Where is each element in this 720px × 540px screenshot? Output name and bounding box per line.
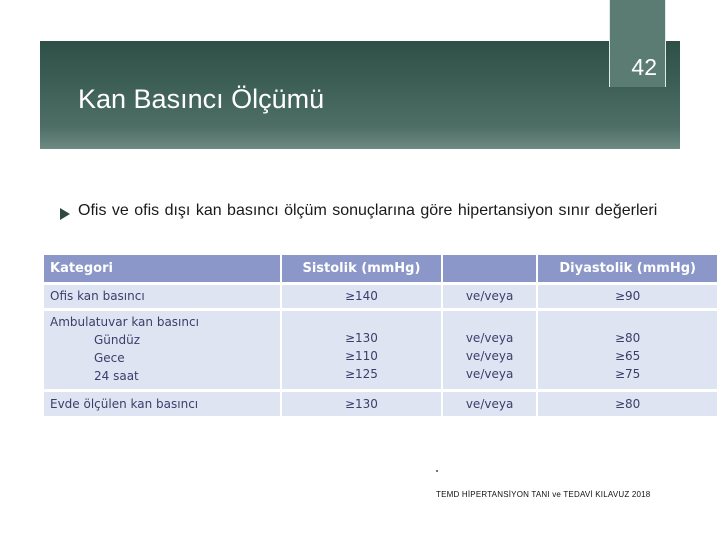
row-systolic: ≥130 (281, 391, 442, 417)
row-diastolic: ≥80 (537, 391, 717, 417)
subrow-systolic: ≥125 (344, 367, 378, 381)
subrow-label: Gece (94, 351, 125, 365)
page-number: 42 (631, 54, 657, 80)
header-category: Kategori (44, 255, 281, 284)
subrow-diastolic: ≥65 (614, 349, 641, 363)
subrow-systolic: ≥110 (344, 349, 378, 363)
subrow-systolic: ≥130 (344, 331, 378, 345)
subrow-connector: ve/veya (465, 367, 514, 381)
table-row (44, 284, 717, 310)
page-number-tab (609, 0, 666, 87)
header-diastolic: Diyastolik (mmHg) (537, 255, 717, 284)
bullet-arrow-icon (60, 208, 70, 220)
subrow-label: Gündüz (94, 333, 141, 347)
footer-dot (436, 470, 438, 472)
subrow-label: 24 saat (94, 369, 139, 383)
header-connector (442, 255, 538, 284)
table-row (44, 310, 717, 391)
row-connector-group (442, 310, 538, 391)
source-citation: TEMD HİPERTANSİYON TANI ve TEDAVİ KILAVUZ 2018 (436, 490, 651, 499)
header-systolic: Sistolik (mmHg) (281, 255, 442, 284)
table-header-row (44, 255, 717, 284)
subrow-connector: ve/veya (465, 349, 514, 363)
row-diastolic-group (537, 310, 717, 391)
row-systolic: ≥140 (281, 284, 442, 310)
row-connector: ve/veya (442, 284, 538, 310)
blood-pressure-table (44, 255, 717, 416)
row-category-group (44, 310, 281, 391)
bullet-text: Ofis ve ofis dışı kan basıncı ölçüm sonuçlarına göre hipertansiyon sınır değerleri (78, 202, 658, 219)
table-row (44, 391, 717, 417)
row-diastolic: ≥90 (537, 284, 717, 310)
slide-title: Kan Basıncı Ölçümü (78, 84, 325, 114)
subrow-diastolic: ≥75 (614, 367, 641, 381)
row-systolic-group (281, 310, 442, 391)
subrow-connector: ve/veya (465, 331, 514, 345)
row-connector: ve/veya (442, 391, 538, 417)
subrow-diastolic: ≥80 (614, 331, 641, 345)
row-category: Ofis kan basıncı (44, 284, 281, 310)
row-category: Evde ölçülen kan basıncı (44, 391, 281, 417)
row-category: Ambulatuvar kan basıncı (50, 315, 199, 329)
